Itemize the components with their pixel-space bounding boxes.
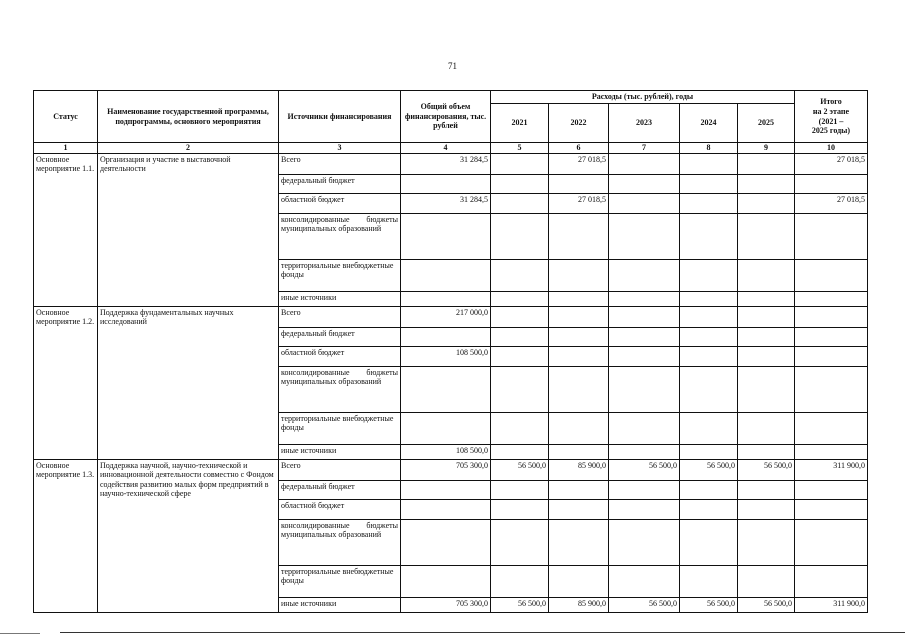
column-number: 5: [491, 143, 549, 154]
page-number: 71: [448, 61, 457, 71]
amount-cell: [795, 444, 868, 459]
amount-cell: [401, 327, 491, 346]
table-row: [34, 306, 868, 327]
source-cell: федеральный бюджет: [279, 480, 401, 499]
amount-cell: 85 900,0: [549, 459, 609, 480]
amount-cell: [401, 412, 491, 444]
amount-cell: [401, 291, 491, 306]
amount-cell: [491, 306, 549, 327]
amount-cell: 311 900,0: [795, 597, 868, 612]
amount-cell: [549, 444, 609, 459]
column-number: 1: [34, 143, 98, 154]
program-name-cell: Организация и участие в выставочной деятельности: [98, 153, 279, 306]
amount-cell: [680, 259, 738, 291]
amount-cell: 108 500,0: [401, 346, 491, 366]
amount-cell: [738, 519, 795, 565]
status-cell: Основное мероприятие 1.3.: [34, 459, 98, 612]
table-row: [34, 153, 868, 174]
amount-cell: [738, 412, 795, 444]
amount-cell: [738, 153, 795, 174]
amount-cell: [609, 306, 680, 327]
header-total-volume: Общий объем финансирования, тыс. рублей: [401, 91, 491, 143]
amount-cell: [738, 259, 795, 291]
column-number: 8: [680, 143, 738, 154]
column-number: 6: [549, 143, 609, 154]
amount-cell: [491, 565, 549, 597]
amount-cell: [491, 327, 549, 346]
amount-cell: [609, 565, 680, 597]
amount-cell: [491, 366, 549, 412]
amount-cell: [491, 153, 549, 174]
header-name: Наименование государственной программы, подпрограммы, основного мероприятия: [98, 91, 279, 143]
amount-cell: [795, 412, 868, 444]
source-cell: областной бюджет: [279, 346, 401, 366]
header-year: 2022: [549, 104, 609, 143]
amount-cell: [609, 291, 680, 306]
header-year: 2023: [609, 104, 680, 143]
amount-cell: [609, 366, 680, 412]
amount-cell: [491, 174, 549, 193]
amount-cell: 56 500,0: [491, 459, 549, 480]
amount-cell: [738, 327, 795, 346]
column-number: 4: [401, 143, 491, 154]
amount-cell: [549, 565, 609, 597]
amount-cell: [609, 519, 680, 565]
amount-cell: [680, 366, 738, 412]
source-cell: иные источники: [279, 444, 401, 459]
amount-cell: [680, 565, 738, 597]
amount-cell: 217 000,0: [401, 306, 491, 327]
amount-cell: [609, 499, 680, 519]
amount-cell: [549, 412, 609, 444]
amount-cell: [401, 519, 491, 565]
amount-cell: [680, 291, 738, 306]
column-number: 2: [98, 143, 279, 154]
amount-cell: [491, 444, 549, 459]
amount-cell: [549, 306, 609, 327]
amount-cell: [795, 174, 868, 193]
amount-cell: [680, 306, 738, 327]
amount-cell: 31 284,5: [401, 193, 491, 213]
amount-cell: [680, 519, 738, 565]
amount-cell: [549, 366, 609, 412]
amount-cell: [680, 193, 738, 213]
amount-cell: [609, 444, 680, 459]
amount-cell: [680, 346, 738, 366]
header-itogo-line: 2025 годы): [811, 126, 851, 136]
program-name-cell: Поддержка фундаментальных научных исследований: [98, 306, 279, 459]
amount-cell: [795, 366, 868, 412]
amount-cell: [491, 519, 549, 565]
amount-cell: [795, 213, 868, 259]
amount-cell: [738, 346, 795, 366]
header-itogo: [795, 91, 868, 143]
amount-cell: [795, 565, 868, 597]
amount-cell: [738, 444, 795, 459]
amount-cell: [609, 412, 680, 444]
amount-cell: [609, 327, 680, 346]
amount-cell: [609, 153, 680, 174]
source-cell: областной бюджет: [279, 193, 401, 213]
amount-cell: 27 018,5: [795, 153, 868, 174]
amount-cell: [738, 213, 795, 259]
amount-cell: [401, 259, 491, 291]
amount-cell: [738, 291, 795, 306]
amount-cell: 56 500,0: [738, 459, 795, 480]
amount-cell: [401, 565, 491, 597]
amount-cell: [795, 519, 868, 565]
source-cell: консолидированные бюджеты муниципальных образований: [279, 519, 401, 565]
source-cell: иные источники: [279, 291, 401, 306]
amount-cell: [549, 346, 609, 366]
amount-cell: [491, 193, 549, 213]
source-cell: территориальные внебюджетные фонды: [279, 565, 401, 597]
source-cell: консолидированные бюджеты муниципальных образований: [279, 213, 401, 259]
column-number: 9: [738, 143, 795, 154]
amount-cell: [491, 480, 549, 499]
column-number: 7: [609, 143, 680, 154]
source-cell: федеральный бюджет: [279, 327, 401, 346]
amount-cell: [491, 412, 549, 444]
amount-cell: 27 018,5: [549, 153, 609, 174]
amount-cell: [609, 213, 680, 259]
amount-cell: [795, 327, 868, 346]
amount-cell: [795, 291, 868, 306]
amount-cell: 705 300,0: [401, 459, 491, 480]
amount-cell: 705 300,0: [401, 597, 491, 612]
amount-cell: [491, 291, 549, 306]
source-cell: Всего: [279, 153, 401, 174]
status-cell: Основное мероприятие 1.2.: [34, 306, 98, 459]
amount-cell: [549, 174, 609, 193]
amount-cell: [609, 346, 680, 366]
amount-cell: 85 900,0: [549, 597, 609, 612]
amount-cell: [549, 480, 609, 499]
amount-cell: [549, 519, 609, 565]
amount-cell: [549, 291, 609, 306]
source-cell: территориальные внебюджетные фонды: [279, 259, 401, 291]
amount-cell: [795, 346, 868, 366]
column-number: 10: [795, 143, 868, 154]
amount-cell: [795, 480, 868, 499]
amount-cell: [795, 259, 868, 291]
amount-cell: [795, 306, 868, 327]
amount-cell: [609, 259, 680, 291]
amount-cell: [738, 366, 795, 412]
amount-cell: 108 500,0: [401, 444, 491, 459]
table-row: [34, 459, 868, 480]
amount-cell: [549, 499, 609, 519]
amount-cell: 56 500,0: [609, 459, 680, 480]
amount-cell: [795, 499, 868, 519]
amount-cell: [491, 213, 549, 259]
amount-cell: [401, 480, 491, 499]
header-sources: Источники финансирования: [279, 91, 401, 143]
header-year: 2021: [491, 104, 549, 143]
left-rule: [0, 633, 40, 634]
amount-cell: [738, 193, 795, 213]
amount-cell: [549, 213, 609, 259]
amount-cell: [609, 174, 680, 193]
financing-table: [33, 90, 868, 613]
source-cell: Всего: [279, 459, 401, 480]
amount-cell: [680, 153, 738, 174]
amount-cell: [401, 366, 491, 412]
amount-cell: 56 500,0: [609, 597, 680, 612]
amount-cell: [680, 327, 738, 346]
amount-cell: 56 500,0: [680, 597, 738, 612]
amount-cell: [609, 193, 680, 213]
amount-cell: [609, 480, 680, 499]
amount-cell: [401, 499, 491, 519]
bottom-rule: [60, 632, 905, 633]
status-cell: Основное мероприятие 1.1.: [34, 153, 98, 306]
amount-cell: [680, 412, 738, 444]
amount-cell: [401, 174, 491, 193]
amount-cell: [491, 346, 549, 366]
program-name-cell: Поддержка научной, научно-технической и инновационной деятельности совместно с Фондом содействия развитию малых форм предприятий в научно-технической сфере: [98, 459, 279, 612]
amount-cell: [680, 499, 738, 519]
amount-cell: 27 018,5: [795, 193, 868, 213]
amount-cell: 56 500,0: [491, 597, 549, 612]
amount-cell: [401, 213, 491, 259]
amount-cell: [680, 174, 738, 193]
amount-cell: [491, 259, 549, 291]
source-cell: Всего: [279, 306, 401, 327]
source-cell: территориальные внебюджетные фонды: [279, 412, 401, 444]
amount-cell: [680, 480, 738, 499]
header-status: Статус: [34, 91, 98, 143]
amount-cell: 56 500,0: [738, 597, 795, 612]
amount-cell: [680, 444, 738, 459]
amount-cell: [738, 174, 795, 193]
amount-cell: [738, 565, 795, 597]
source-cell: федеральный бюджет: [279, 174, 401, 193]
header-year: 2025: [738, 104, 795, 143]
source-cell: консолидированные бюджеты муниципальных образований: [279, 366, 401, 412]
amount-cell: 311 900,0: [795, 459, 868, 480]
source-cell: областной бюджет: [279, 499, 401, 519]
amount-cell: [738, 499, 795, 519]
amount-cell: 56 500,0: [680, 459, 738, 480]
amount-cell: [738, 480, 795, 499]
amount-cell: 31 284,5: [401, 153, 491, 174]
amount-cell: [549, 327, 609, 346]
amount-cell: [738, 306, 795, 327]
header-year: 2024: [680, 104, 738, 143]
header-itogo-line: Итого: [820, 97, 842, 107]
amount-cell: 27 018,5: [549, 193, 609, 213]
column-number: 3: [279, 143, 401, 154]
header-itogo-line: (2021 –: [818, 116, 844, 126]
source-cell: иные источники: [279, 597, 401, 612]
amount-cell: [491, 499, 549, 519]
header-expenses: Расходы (тыс. рублей), годы: [491, 91, 795, 104]
amount-cell: [680, 213, 738, 259]
header-itogo-line: на 2 этапе: [812, 106, 850, 116]
amount-cell: [549, 259, 609, 291]
